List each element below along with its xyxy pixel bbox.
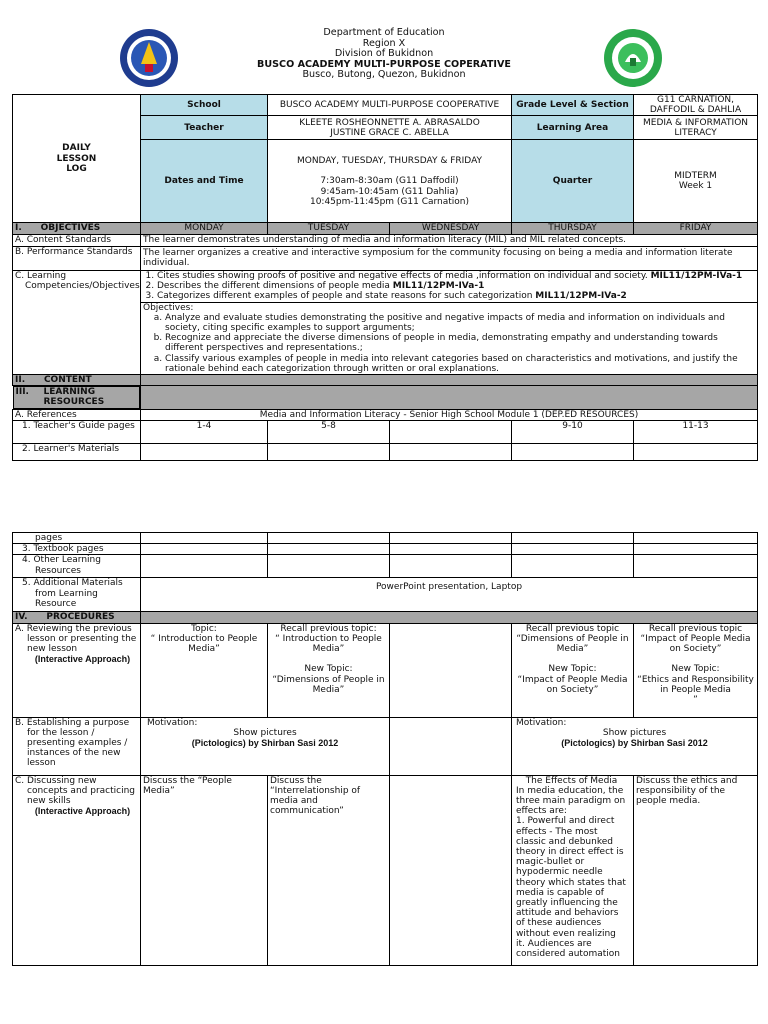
competency-item <box>157 291 755 301</box>
performance-standards-value: The learner organizes a creative and interactive symposium for the community focusing on being a media and information literate individual. <box>141 246 758 270</box>
lmc-tuesday <box>268 533 390 544</box>
content-heading-fill <box>141 375 758 386</box>
show-pictures-2: Show pictures <box>602 727 667 738</box>
header-division: Division of Bukidnon <box>334 48 434 59</box>
header-region: Region X <box>362 37 406 49</box>
purpose-mon-tue <box>141 717 390 775</box>
lm-monday <box>141 443 268 460</box>
procedures-heading <box>13 612 141 623</box>
motivation-label-1: Motivation: <box>147 717 198 728</box>
grade-level-label: Grade Level & Section <box>512 95 634 116</box>
daily-lesson-log-label: DAILY LESSON LOG <box>13 95 141 223</box>
competency-item <box>157 271 755 281</box>
discussing-thursday <box>512 775 634 965</box>
lesson-log-table-page1 <box>12 94 758 461</box>
lmc-monday <box>141 533 268 544</box>
effects-of-media-body: In media education, the three main paradigm on effects are: 1. Powerful and direct effects - The most classic and debunked theory in direct effect is magic-bullet or hypodermic needle theory which states that media is capable of greatly influencing the attitude and behaviors of these audiences without even realizing it. Audiences are considered automation <box>516 785 626 960</box>
effects-of-media-title: The Effects of Media <box>525 775 618 786</box>
competency-code: MIL11/12PM-IVa-2 <box>535 291 627 302</box>
procedures-heading-fill <box>141 612 758 623</box>
tg-friday: 11-13 <box>634 420 758 443</box>
discussing-concepts-label <box>13 775 141 965</box>
pictologics-2: (Pictologics) by Shirban Sasi 2012 <box>561 738 708 749</box>
learning-resources-fill <box>141 386 758 409</box>
reviewing-lesson-text: A. Reviewing the previous lesson or presenting the new lesson <box>15 623 137 655</box>
day-tuesday: TUESDAY <box>268 223 390 234</box>
learning-resources-num: III. <box>15 387 29 398</box>
reviewing-tuesday: Recall previous topic: “ Introduction to People Media” New Topic: “Dimensions of People in Media” <box>268 623 390 717</box>
additional-materials-text: Additional Materials from Learning Resource <box>33 578 123 609</box>
olr-wednesday <box>390 555 512 578</box>
learning-resources-heading <box>13 386 141 408</box>
performance-standards-label: B. Performance Standards <box>13 246 141 270</box>
pictologics-1: (Pictologics) by Shirban Sasi 2012 <box>191 738 339 749</box>
lmc-thursday <box>512 533 634 544</box>
content-standards-value: The learner demonstrates understanding of media and information literacy (MIL) and MIL related concepts. <box>141 234 758 246</box>
olr-monday <box>141 555 268 578</box>
learners-materials-label: 2. Learner's Materials <box>13 443 141 460</box>
learners-materials-cont: pages <box>13 533 141 544</box>
lm-wednesday <box>390 443 512 460</box>
tb-thursday <box>512 544 634 555</box>
olr-thursday <box>512 555 634 578</box>
learning-resources-text: LEARNING RESOURCES <box>43 387 105 408</box>
day-friday: FRIDAY <box>634 223 758 234</box>
interactive-approach-c: (Interactive Approach) <box>34 806 131 817</box>
olr-friday <box>634 555 758 578</box>
tb-friday <box>634 544 758 555</box>
school-value: BUSCO ACADEMY MULTI-PURPOSE COOPERATIVE <box>268 95 512 116</box>
learners-materials-text: Learner's Materials <box>33 443 120 454</box>
reviewing-lesson-label <box>13 623 141 717</box>
additional-materials-label: 5. Additional Materials from Learning Resource <box>13 578 141 612</box>
tb-tuesday <box>268 544 390 555</box>
references-value: Media and Information Literacy - Senior High School Module 1 (DEP.ED RESOURCES) <box>141 409 758 420</box>
lm-friday <box>634 443 758 460</box>
show-pictures-1: Show pictures <box>233 727 297 738</box>
content-standards-label: A. Content Standards <box>13 234 141 246</box>
content-heading <box>13 375 141 386</box>
lm-tuesday <box>268 443 390 460</box>
reviewing-friday: Recall previous topic “Impact of People Media on Society” New Topic: “Ethics and Responsibility in People Media ” <box>634 623 758 717</box>
objectives-label: Objectives: <box>143 302 194 313</box>
references-label: A. References <box>13 409 141 420</box>
objectives-value <box>141 302 758 374</box>
content-heading-text: CONTENT <box>43 375 92 386</box>
reviewing-wednesday <box>390 623 512 717</box>
reviewing-thursday: Recall previous topic “Dimensions of People in Media” New Topic: “Impact of People Media on Society” <box>512 623 634 717</box>
grade-level-value: G11 CARNATION, DAFFODIL & DAHLIA <box>634 95 758 116</box>
tg-thursday: 9-10 <box>512 420 634 443</box>
objective-item: a. Analyze and evaluate studies demonstrating the positive and negative impacts of media and information on individuals and society, citing specific examples to support arguments; <box>165 313 755 333</box>
procedures-heading-num: IV. <box>15 612 28 623</box>
discussing-tuesday: Discuss the “Interrelationship of media and communication” <box>268 775 390 965</box>
textbook-pages-label: 3. Textbook pages <box>13 544 141 555</box>
day-wednesday: WEDNESDAY <box>390 223 512 234</box>
school-label: School <box>141 95 268 116</box>
lesson-log-table-page2 <box>12 532 758 966</box>
objectives-heading <box>13 223 141 234</box>
dates-time-value: MONDAY, TUESDAY, THURSDAY & FRIDAY 7:30am-8:30am (G11 Daffodil) 9:45am-10:45am (G11 Dahlia) 10:45pm-11:45pm (G11 Carnation) <box>268 140 512 223</box>
motivation-label-2: Motivation: <box>516 717 567 728</box>
interactive-approach-a: (Interactive Approach) <box>34 654 131 665</box>
competency-item <box>157 281 755 291</box>
other-resources-text: Other Learning Resources <box>33 555 101 576</box>
additional-materials-value: PowerPoint presentation, Laptop <box>141 578 758 612</box>
competency-code: MIL11/12PM-IVa-1 <box>650 270 743 281</box>
competency-text: Describes the different dimensions of people media <box>157 280 393 291</box>
discussing-wednesday <box>390 775 512 965</box>
competency-text: Cites studies showing proofs of positive and negative effects of media ,information on individual and society. <box>157 270 651 281</box>
discussing-monday: Discuss the “People Media” <box>141 775 268 965</box>
objective-item: a. Classify various examples of people in media into relevant categories based on characteristics and motivations, and justify the rationale behind each categorization through written or oral explanations. <box>165 354 755 374</box>
reviewing-monday: Topic: “ Introduction to People Media” <box>141 623 268 717</box>
discussing-concepts-text: C. Discussing new concepts and practicing new skills <box>15 775 135 807</box>
tg-tuesday: 5-8 <box>268 420 390 443</box>
lmc-wednesday <box>390 533 512 544</box>
competency-code: MIL11/12PM-IVa-1 <box>392 280 485 291</box>
discussing-friday: Discuss the ethics and responsibility of the people media. <box>634 775 758 965</box>
teacher-value: KLEETE ROSHEONNETTE A. ABRASALDO JUSTINE GRACE C. ABELLA <box>268 116 512 140</box>
teachers-guide-text: Teacher's Guide pages <box>33 420 135 431</box>
content-heading-num: II. <box>15 375 26 386</box>
establishing-purpose-label: B. Establishing a purpose for the lesson / presenting examples / instances of the new lesson <box>13 717 141 775</box>
procedures-heading-text: PROCEDURES <box>46 612 115 623</box>
header-department: Department of Education <box>323 27 445 38</box>
tg-monday: 1-4 <box>141 420 268 443</box>
teacher-label: Teacher <box>141 116 268 140</box>
teachers-guide-label: 1. Teacher's Guide pages <box>13 420 141 443</box>
purpose-wednesday <box>390 717 512 775</box>
tb-wednesday <box>390 544 512 555</box>
lm-thursday <box>512 443 634 460</box>
learning-competencies-label: C. Learning Competencies/Objectives <box>13 270 141 374</box>
purpose-thu-fri <box>512 717 758 775</box>
learning-area-value: MEDIA & INFORMATION LITERACY <box>634 116 758 140</box>
tg-wednesday <box>390 420 512 443</box>
quarter-label: Quarter <box>512 140 634 223</box>
other-resources-label: 4. Other Learning Resources <box>13 555 141 578</box>
day-thursday: THURSDAY <box>512 223 634 234</box>
textbook-pages-text: Textbook pages <box>33 544 104 555</box>
quarter-value: MIDTERM Week 1 <box>634 140 758 223</box>
header-school-name: BUSCO ACADEMY MULTI-PURPOSE COPERATIVE <box>257 58 511 70</box>
dates-time-label: Dates and Time <box>141 140 268 223</box>
objectives-heading-num: I. <box>15 223 22 234</box>
learning-competencies-value <box>141 270 758 302</box>
day-monday: MONDAY <box>141 223 268 234</box>
objectives-heading-text: OBJECTIVES <box>40 223 101 234</box>
header-address: Busco, Butong, Quezon, Bukidnon <box>302 69 466 80</box>
tb-monday <box>141 544 268 555</box>
lmc-friday <box>634 533 758 544</box>
document-header <box>0 28 768 81</box>
olr-tuesday <box>268 555 390 578</box>
learning-area-label: Learning Area <box>512 116 634 140</box>
competency-text: Categorizes different examples of people and state reasons for such categorization <box>157 291 536 302</box>
objective-item: b. Recognize and appreciate the diverse dimensions of people in media, demonstrating empathy and understanding towards different perspectives and representations.; <box>165 333 755 353</box>
